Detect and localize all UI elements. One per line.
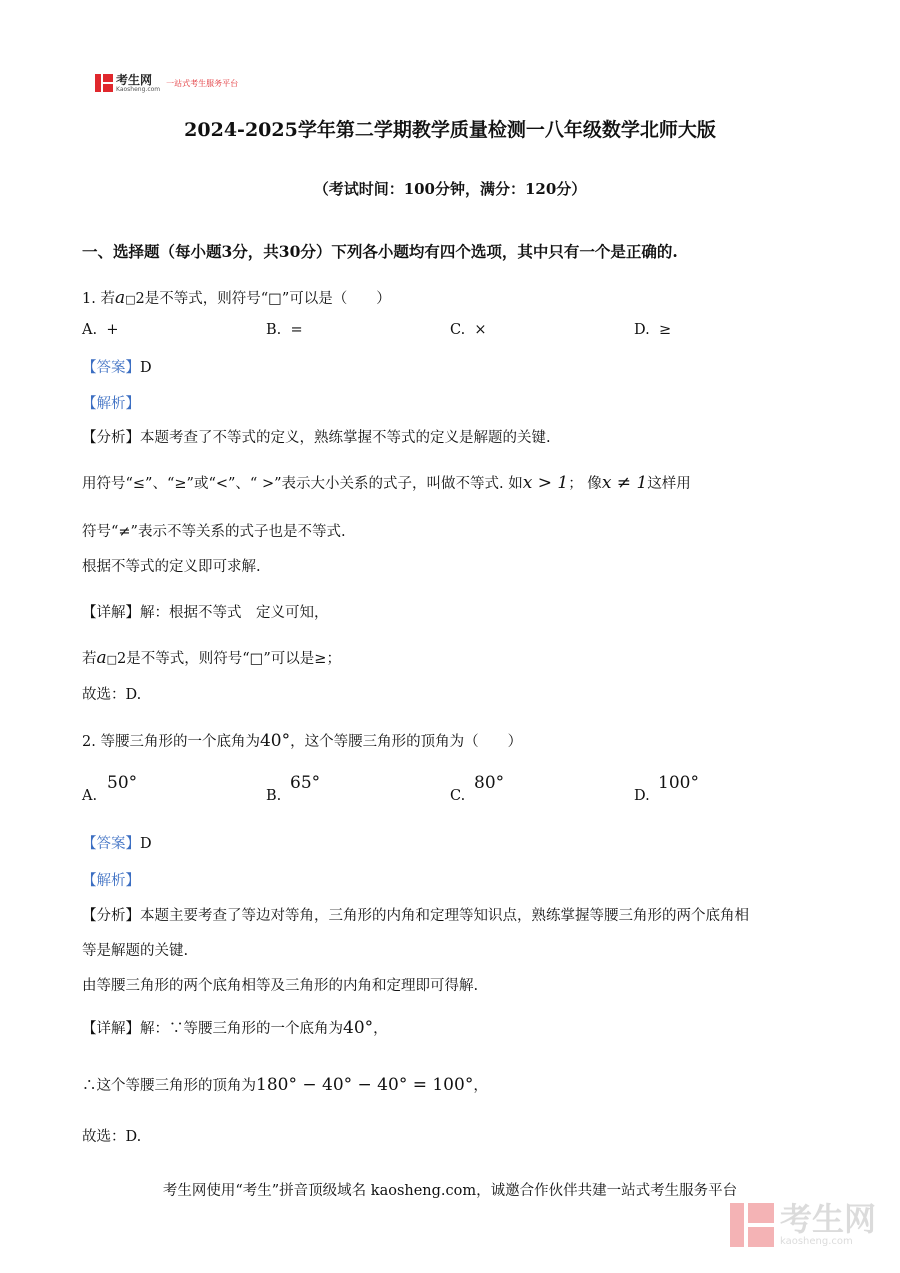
q2-option-a-letter: A. xyxy=(82,788,98,804)
q2-option-b-value: 65° xyxy=(290,773,321,793)
q1-option-b: B. = xyxy=(266,322,303,338)
logo-name: 考生网 xyxy=(116,72,153,87)
q1-method: 根据不等式的定义即可求解. xyxy=(82,559,261,575)
exam-info: （考试时间：100分钟，满分：120分） xyxy=(313,180,587,198)
q1-stem: 1. 若a□2是不等式，则符号“□”可以是（ ） xyxy=(82,288,391,308)
q1-fenxi: 【分析】本题考查了不等式的定义，熟练掌握不等式的定义是解题的关键. xyxy=(82,430,551,446)
watermark-logo xyxy=(730,1200,876,1247)
q1-option-c: C. × xyxy=(450,322,487,338)
q2-option-d-letter: D. xyxy=(634,788,650,804)
q2-option-a-value: 50° xyxy=(107,773,138,793)
q2-stem: 2. 等腰三角形的一个底角为40°，这个等腰三角形的顶角为（ ） xyxy=(82,731,523,751)
q2-analysis-tag: 【解析】 xyxy=(82,873,140,889)
q1-option-d: D. ≥ xyxy=(634,322,672,338)
q1-definition-line: 用符号“≤”、“≥”或“<”、“ >”表示大小关系的式子，叫做不等式. 如x > 1； 像x ≠ 1这样用 xyxy=(82,473,691,493)
logo-domain: Kaosheng.com xyxy=(116,85,161,93)
logo-slogan: 一站式考生服务平台 xyxy=(166,78,239,88)
watermark-name: 考生网 xyxy=(779,1200,876,1238)
q2-detail: 【详解】解：∵等腰三角形的一个底角为40°， xyxy=(82,1018,388,1038)
header-logo xyxy=(95,72,238,94)
logo-mark-icon xyxy=(95,74,113,92)
q2-therefore: ∴这个等腰三角形的顶角为180° − 40° − 40° = 100°， xyxy=(82,1075,488,1095)
q1-choose: 故选：D. xyxy=(82,687,142,703)
q1-option-a: A. + xyxy=(82,322,119,338)
watermark-domain: kaosheng.com xyxy=(779,1236,853,1247)
q2-option-c-letter: C. xyxy=(450,788,466,804)
q2-fenxi-2: 等是解题的关键. xyxy=(82,943,189,959)
watermark-mark-icon xyxy=(730,1203,774,1247)
page-title: 2024-2025学年第二学期教学质量检测一八年级数学北师大版 xyxy=(184,119,716,141)
q2-fenxi: 【分析】本题主要考查了等边对等角，三角形的内角和定理等知识点，熟练掌握等腰三角形的两个底角相 xyxy=(82,908,749,924)
footer-text: 考生网使用“考生”拼音顶级域名 kaosheng.com，诚邀合作伙伴共建一站式考生服务平台 xyxy=(162,1183,738,1199)
q2-option-d-value: 100° xyxy=(658,773,699,793)
q1-analysis-tag: 【解析】 xyxy=(82,396,140,412)
q2-option-c-value: 80° xyxy=(474,773,505,793)
q2-choose: 故选：D. xyxy=(82,1129,142,1145)
section-heading: 一、选择题（每小题3分，共30分）下列各小题均有四个选项，其中只有一个是正确的. xyxy=(82,242,678,261)
q2-answer: 【答案】D xyxy=(82,836,152,852)
q1-answer: 【答案】D xyxy=(82,360,152,376)
q1-definition-line-2: 符号“≠”表示不等关系的式子也是不等式. xyxy=(82,524,346,540)
q1-detail: 【详解】解：根据不等式 定义可知， xyxy=(82,605,329,621)
q2-method: 由等腰三角形的两个底角相等及三角形的内角和定理即可得解. xyxy=(82,978,479,994)
q2-option-b-letter: B. xyxy=(266,788,282,804)
q1-detail-2: 若a□2是不等式，则符号“□”可以是≥； xyxy=(82,648,341,668)
